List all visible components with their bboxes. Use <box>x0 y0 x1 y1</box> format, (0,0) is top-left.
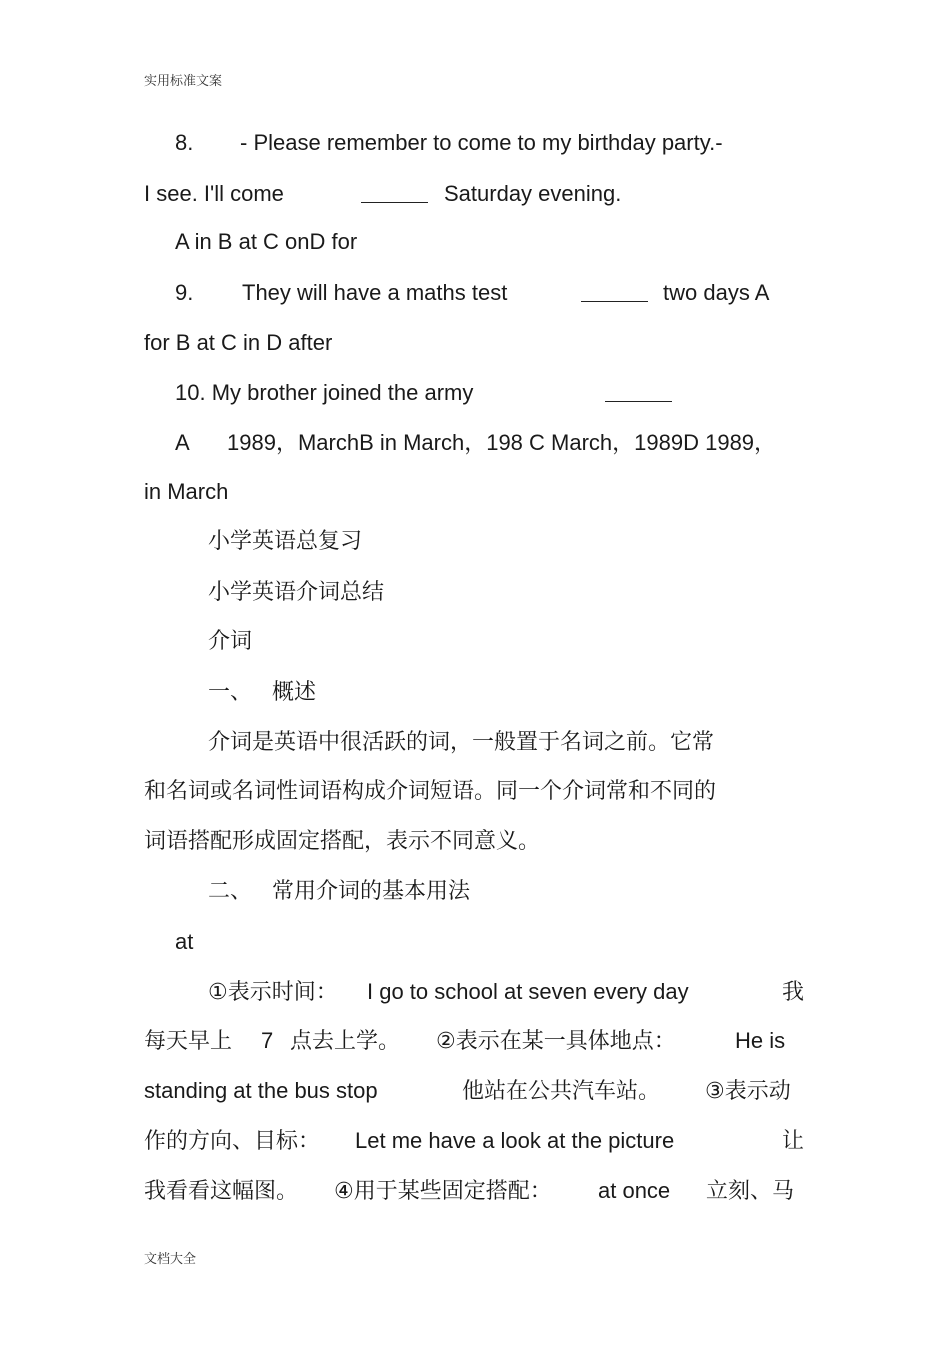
title-review-text: 小学英语总复习 <box>208 528 363 553</box>
question-10-options-text: 1989，MarchB in March，198 C March，1989D 1989， <box>227 430 777 455</box>
usage-2-sentence-b: standing at the bus stop <box>144 1078 378 1103</box>
usage-3-translation-start: 让 <box>782 1128 805 1153</box>
question-10-options-tail: in March <box>144 479 229 504</box>
question-9-options-text: for B at C in D after <box>144 330 333 355</box>
question-9-text: They will have a maths test <box>242 280 508 305</box>
usage-3-translation: 我看看这幅图。 <box>144 1178 299 1203</box>
usage-1-translation-a: 每天早上 <box>144 1028 233 1053</box>
preposition-at-word: at <box>175 929 194 954</box>
overview-text-3: 词语搭配形成固定搭配，表示不同意义。 <box>144 828 541 853</box>
usage-4-translation: 立刻、马 <box>706 1178 795 1203</box>
usage-1-translation-start: 我 <box>782 979 805 1004</box>
usage-4-phrase: at once <box>598 1178 671 1203</box>
section-1-title: 概述 <box>272 679 317 704</box>
question-9-tail: two days A <box>663 280 770 305</box>
usage-3-label-b: 作的方向、目标： <box>144 1128 321 1153</box>
question-8-number: 8. <box>175 130 194 155</box>
overview-text-1: 介词是英语中很活跃的词，一般置于名词之前。它常 <box>208 729 715 754</box>
usage-1-translation-b: 点去上学。 <box>290 1028 401 1053</box>
question-10-text: 10. My brother joined the army <box>175 380 474 405</box>
usage-1-sentence: I go to school at seven every day <box>367 979 689 1004</box>
question-8-text: - Please remember to come to my birthday party.- <box>240 130 723 155</box>
answer-blank <box>361 180 428 210</box>
usage-4-label: ④用于某些固定搭配： <box>334 1178 552 1203</box>
answer-blank <box>581 279 648 309</box>
question-10-option-a: A <box>175 430 190 455</box>
usage-3-label-a: ③表示动 <box>705 1078 791 1103</box>
title-preposition-text: 介词 <box>208 628 253 653</box>
title-summary-text: 小学英语介词总结 <box>208 579 385 604</box>
section-1-number: 一、 <box>208 679 253 704</box>
question-8-text-b: Saturday evening. <box>444 181 622 206</box>
usage-2-translation: 他站在公共汽车站。 <box>462 1078 661 1103</box>
page-footer: 文档大全 <box>144 1251 197 1266</box>
usage-2-label: ②表示在某一具体地点： <box>436 1028 676 1053</box>
usage-2-sentence-a: He is <box>735 1028 786 1053</box>
answer-blank <box>605 379 672 409</box>
usage-3-sentence: Let me have a look at the picture <box>355 1128 675 1153</box>
question-9-number: 9. <box>175 280 194 305</box>
usage-1-translation-number: 7 <box>261 1028 274 1053</box>
question-8-options-text: A in B at C onD for <box>175 229 358 254</box>
section-2-title: 常用介词的基本用法 <box>272 878 471 903</box>
question-8-text-a: I see. I'll come <box>144 181 284 206</box>
overview-text-2: 和名词或名词性词语构成介词短语。同一个介词常和不同的 <box>144 778 717 803</box>
section-2-number: 二、 <box>208 878 253 903</box>
page-header: 实用标准文案 <box>144 73 223 88</box>
usage-1-label: ①表示时间： <box>208 979 338 1004</box>
